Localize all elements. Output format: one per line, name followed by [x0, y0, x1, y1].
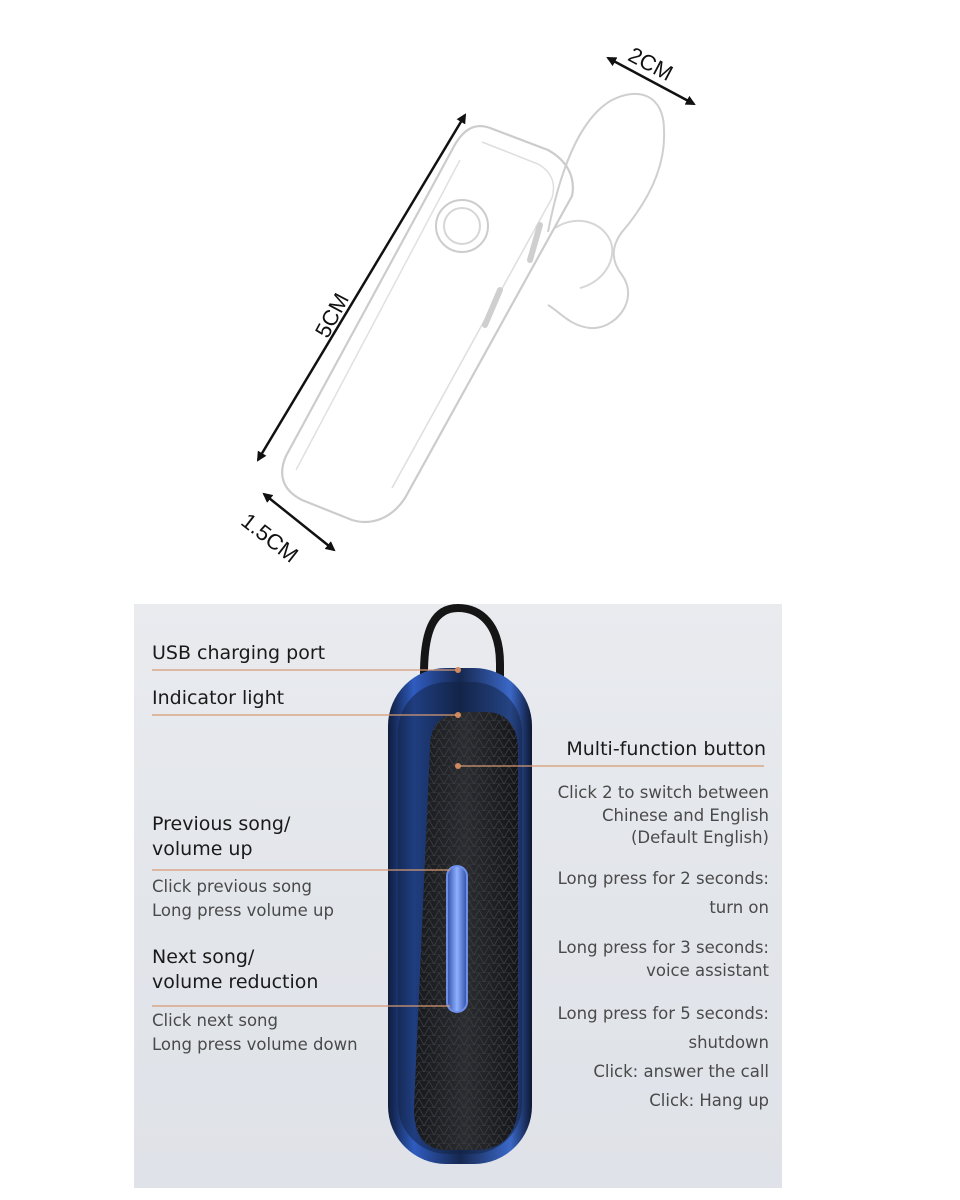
switch-language-line2: Chinese and English	[601, 806, 769, 825]
multi-function-label: Multi-function button	[566, 738, 766, 760]
headset-outline-diagram	[0, 0, 960, 590]
turn-on-line1: Long press for 2 seconds:	[557, 869, 769, 888]
previous-song-desc-line2: Long press volume up	[152, 901, 334, 920]
indicator-light-label: Indicator light	[152, 687, 285, 709]
previous-song-title-line2: volume up	[152, 838, 253, 860]
usb-port-label: USB charging port	[152, 642, 326, 664]
function-panel	[134, 604, 782, 1188]
next-song-desc-line2: Long press volume down	[152, 1035, 358, 1054]
previous-song-title-line1: Previous song/	[152, 813, 291, 835]
hang-up-label: Click: Hang up	[649, 1091, 769, 1110]
turn-on-line2: turn on	[709, 898, 769, 917]
answer-call-label: Click: answer the call	[593, 1062, 769, 1081]
previous-song-desc-line1: Click previous song	[152, 877, 312, 896]
switch-language-line3: (Default English)	[631, 828, 769, 847]
width-dimension-label: 2CM	[624, 42, 678, 86]
length-dimension-label: 5CM	[310, 288, 354, 342]
shutdown-line1: Long press for 5 seconds:	[557, 1004, 769, 1023]
length-arrow	[258, 115, 465, 460]
ear-hook-outline	[548, 94, 664, 328]
next-song-desc-line1: Click next song	[152, 1011, 278, 1030]
ear-bud-outline	[555, 221, 612, 288]
volume-button	[447, 866, 467, 1012]
shutdown-line2: shutdown	[688, 1033, 769, 1052]
voice-assistant-line1: Long press for 3 seconds:	[557, 938, 769, 957]
switch-language-line1: Click 2 to switch between	[557, 783, 769, 802]
voice-assistant-line2: voice assistant	[646, 961, 769, 980]
next-song-title-line1: Next song/	[152, 946, 255, 968]
next-song-title-line2: volume reduction	[152, 971, 319, 993]
thickness-dimension-label: 1.5CM	[236, 508, 304, 568]
